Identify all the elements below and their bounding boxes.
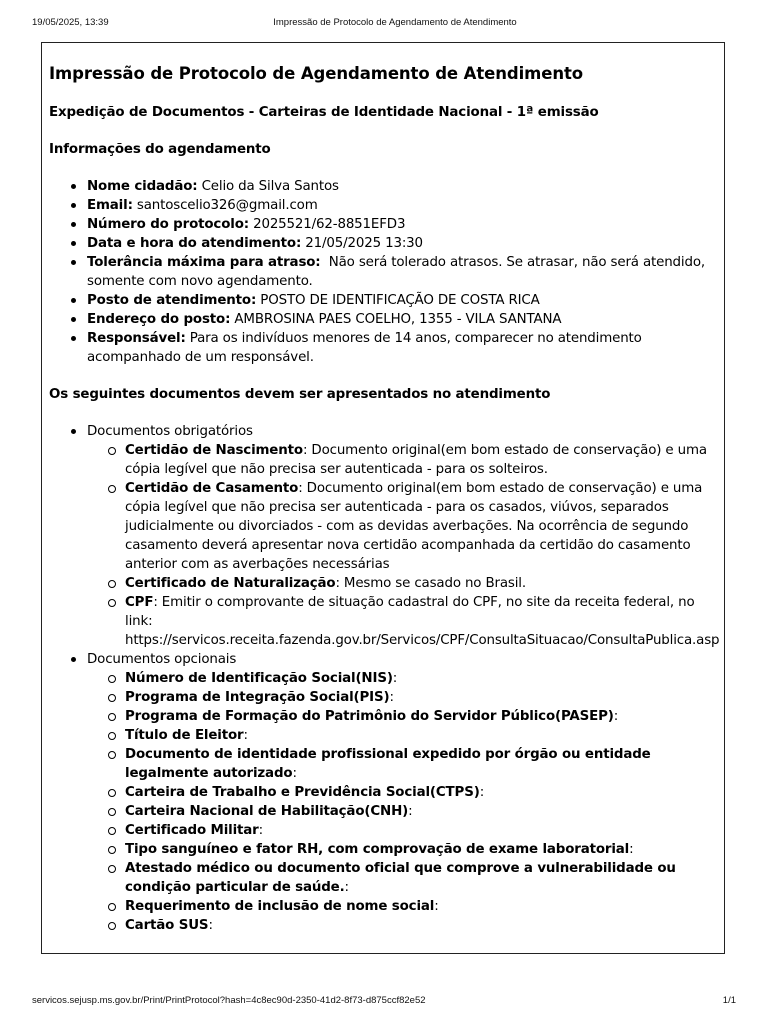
doc-value: : Emitir o comprovante de situação cadastral do CPF, no site da receita federal, no link: (125, 595, 695, 629)
info-item-protocolo (49, 215, 709, 234)
doc-item (87, 726, 768, 745)
doc-item (87, 802, 768, 821)
doc-label: Carteira Nacional de Habilitação(CNH) (125, 804, 409, 819)
info-label: Nome cidadão: (87, 179, 198, 194)
info-item-data-hora (49, 234, 709, 253)
info-item-endereco (49, 310, 709, 329)
doc-item (87, 916, 768, 935)
doc-value: : (408, 804, 413, 819)
info-value: santoscelio326@gmail.com (132, 198, 318, 213)
doc-item (87, 821, 768, 840)
print-datetime: 19/05/2025, 13:39 (32, 17, 109, 28)
doc-value: : (292, 766, 297, 781)
cpf-link: https://servicos.receita.fazenda.gov.br/Servicos/CPF/ConsultaSituacao/ConsultaPublica.asp (125, 633, 720, 648)
doc-item (87, 574, 768, 593)
doc-item (87, 593, 768, 650)
docs-group-label: Documentos opcionais (87, 652, 237, 667)
doc-item (87, 479, 768, 574)
doc-item (87, 783, 768, 802)
docs-group-label: Documentos obrigatórios (87, 424, 253, 439)
info-label: Email: (87, 198, 133, 213)
info-item-email (49, 196, 709, 215)
doc-item (87, 745, 768, 783)
doc-label: Certidão de Casamento (125, 481, 299, 496)
doc-label: Atestado médico ou documento oficial que comprove a vulnerabilidade ou condição particular de saúde. (125, 861, 676, 895)
info-item-tolerancia (49, 253, 709, 291)
document-title: Impressão de Protocolo de Agendamento de Atendimento (49, 64, 583, 83)
print-title: Impressão de Protocolo de Agendamento de Atendimento (273, 17, 517, 28)
doc-value: : (434, 899, 439, 914)
service-name: Expedição de Documentos - Carteiras de Identidade Nacional - 1ª emissão (49, 105, 599, 120)
print-header (0, 17, 768, 31)
doc-value: : Mesmo se casado no Brasil. (335, 576, 526, 591)
doc-label: Tipo sanguíneo e fator RH, com comprovação de exame laboratorial (125, 842, 630, 857)
info-label: Tolerância máxima para atraso: (87, 255, 321, 270)
info-label: Número do protocolo: (87, 217, 249, 232)
doc-label: Carteira de Trabalho e Previdência Social(CTPS) (125, 785, 480, 800)
docs-group-optional (49, 650, 749, 935)
doc-value: : (613, 709, 619, 724)
print-footer (0, 995, 768, 1009)
doc-item (87, 688, 768, 707)
doc-value: : (344, 880, 349, 895)
info-value: Para os indivíduos menores de 14 anos, comparecer no atendimento acompanhado de um responsável. (87, 331, 642, 365)
doc-item (87, 669, 768, 688)
info-label: Posto de atendimento: (87, 293, 257, 308)
doc-value: : (243, 728, 248, 743)
document-content (49, 62, 749, 935)
doc-label: Programa de Integração Social(PIS) (125, 690, 390, 705)
docs-list (49, 422, 749, 935)
info-item-nome (49, 177, 709, 196)
required-docs-list (87, 441, 749, 650)
doc-value: : (208, 918, 213, 933)
doc-value: : (258, 823, 264, 838)
info-value: 21/05/2025 13:30 (301, 236, 423, 251)
doc-label: CPF (125, 595, 154, 610)
doc-item (87, 707, 768, 726)
info-item-responsavel (49, 329, 709, 367)
doc-value: : (479, 785, 485, 800)
optional-docs-list (87, 669, 749, 935)
doc-value: : (389, 690, 394, 705)
info-item-posto (49, 291, 709, 310)
doc-label: Programa de Formação do Patrimônio do Servidor Público(PASEP) (125, 709, 614, 724)
doc-label: Certificado Militar (125, 823, 259, 838)
docs-heading: Os seguintes documentos devem ser apresentados no atendimento (49, 387, 551, 402)
page-count: 1/1 (722, 995, 736, 1006)
info-label: Endereço do posto: (87, 312, 231, 327)
doc-item (87, 441, 768, 479)
print-url: servicos.sejusp.ms.gov.br/Print/PrintProtocol?hash=4c8ec90d-2350-41d2-8f73-d875ccf82e52 (32, 995, 426, 1006)
doc-label: Título de Eleitor (125, 728, 244, 743)
doc-label: Número de Identificação Social(NIS) (125, 671, 393, 686)
doc-label: Cartão SUS (125, 918, 209, 933)
info-label: Data e hora do atendimento: (87, 236, 302, 251)
docs-group-required (49, 422, 749, 650)
doc-label: Documento de identidade profissional expedido por órgão ou entidade legalmente autorizado (125, 747, 651, 781)
doc-item (87, 859, 768, 897)
info-value: 2025521/62-8851EFD3 (248, 217, 406, 232)
doc-value: : Documento original(em bom estado de conservação) e uma cópia legível que não precisa ser autenticada - para os solteiros. (125, 443, 707, 477)
doc-label: Requerimento de inclusão de nome social (125, 899, 435, 914)
doc-value: : (629, 842, 634, 857)
doc-value: : Documento original(em bom estado de conservação) e uma cópia legível que não precisa ser autenticada - para os casados, viúvos, separados judicialmente ou divorciados - com as devidas averbações. Na ocorrência de segundo casamento deverá apresentar nova certidão acompanhada da certidão do casamento anterior com as averbações necessárias (125, 481, 703, 572)
info-heading: Informações do agendamento (49, 142, 271, 157)
doc-value: : (392, 671, 398, 686)
doc-label: Certidão de Nascimento (125, 443, 303, 458)
doc-label: Certificado de Naturalização (125, 576, 336, 591)
doc-item (87, 897, 768, 916)
info-label: Responsável: (87, 331, 186, 346)
info-value: POSTO DE IDENTIFICAÇÃO DE COSTA RICA (256, 293, 540, 308)
info-value: Não será tolerado atrasos. Se atrasar, não será atendido, somente com novo agendamento. (87, 255, 710, 289)
info-value: Celio da Silva Santos (197, 179, 339, 194)
info-value: AMBROSINA PAES COELHO, 1355 - VILA SANTANA (230, 312, 562, 327)
info-list (49, 177, 749, 367)
doc-item (87, 840, 768, 859)
